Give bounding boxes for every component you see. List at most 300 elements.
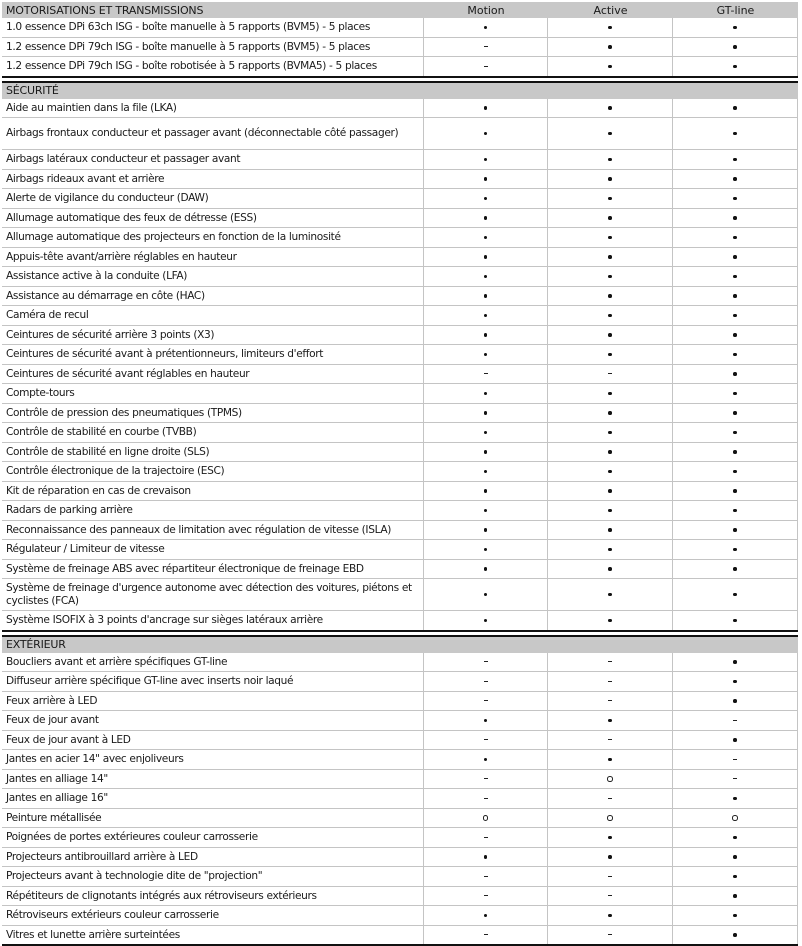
- availability-cell: [424, 731, 548, 750]
- standard-dot-icon: [733, 738, 737, 742]
- standard-dot-icon: [608, 132, 612, 136]
- feature-label: Airbags frontaux conducteur et passager avant (déconnectable côté passager): [2, 118, 424, 149]
- feature-label: Ceintures de sécurité avant à prétentionneurs, limiteurs d'effort: [2, 345, 424, 364]
- availability-cell: [673, 828, 798, 847]
- standard-dot-icon: [484, 411, 488, 415]
- table-row: [2, 692, 798, 712]
- availability-cell: [424, 692, 548, 711]
- availability-cell: [673, 57, 798, 76]
- availability-cell: [424, 118, 548, 149]
- standard-dot-icon: [484, 509, 488, 513]
- not-available-dash-icon: [484, 739, 488, 740]
- feature-label: Peinture métallisée: [2, 809, 424, 828]
- not-available-dash-icon: [484, 876, 488, 877]
- table-row: [2, 209, 798, 229]
- feature-label: 1.2 essence DPi 79ch ISG - boîte manuelle à 5 rapports (BVM5) - 5 places: [2, 38, 424, 57]
- standard-dot-icon: [484, 548, 488, 552]
- standard-dot-icon: [733, 275, 737, 279]
- availability-cell: [424, 672, 548, 691]
- not-available-dash-icon: [484, 46, 488, 47]
- feature-label: Feux de jour avant: [2, 711, 424, 730]
- feature-label: Poignées de portes extérieures couleur carrosserie: [2, 828, 424, 847]
- standard-dot-icon: [608, 65, 612, 69]
- feature-label: Allumage automatique des projecteurs en fonction de la luminosité: [2, 228, 424, 247]
- availability-cell: [548, 170, 673, 189]
- feature-label: Boucliers avant et arrière spécifiques GT-line: [2, 653, 424, 672]
- standard-dot-icon: [608, 619, 612, 623]
- standard-dot-icon: [733, 45, 737, 49]
- feature-label: Jantes en alliage 14": [2, 770, 424, 789]
- availability-cell: [673, 326, 798, 345]
- feature-label: Allumage automatique des feux de détresse (ESS): [2, 209, 424, 228]
- availability-cell: [548, 653, 673, 672]
- availability-cell: [548, 770, 673, 789]
- standard-dot-icon: [608, 914, 612, 918]
- availability-cell: [548, 867, 673, 886]
- availability-cell: [673, 150, 798, 169]
- table-row: [2, 867, 798, 887]
- standard-dot-icon: [484, 719, 488, 723]
- availability-cell: [548, 267, 673, 286]
- feature-label: 1.2 essence DPi 79ch ISG - boîte robotisée à 5 rapports (BVMA5) - 5 places: [2, 57, 424, 76]
- standard-dot-icon: [733, 255, 737, 259]
- not-available-dash-icon: [484, 798, 488, 799]
- availability-cell: [424, 711, 548, 730]
- availability-cell: [548, 443, 673, 462]
- section-divider: [2, 76, 798, 83]
- availability-cell: [424, 828, 548, 847]
- availability-cell: [424, 926, 548, 945]
- table-row: [2, 38, 798, 58]
- availability-cell: [548, 118, 673, 149]
- standard-dot-icon: [608, 275, 612, 279]
- availability-cell: [673, 540, 798, 559]
- standard-dot-icon: [733, 411, 737, 415]
- standard-dot-icon: [608, 431, 612, 435]
- table-row: [2, 170, 798, 190]
- standard-dot-icon: [733, 431, 737, 435]
- feature-label: Contrôle de stabilité en courbe (TVBB): [2, 423, 424, 442]
- table-row: [2, 848, 798, 868]
- standard-dot-icon: [733, 567, 737, 571]
- standard-dot-icon: [608, 719, 612, 723]
- availability-cell: [673, 672, 798, 691]
- not-available-dash-icon: [608, 876, 612, 877]
- table-row: [2, 482, 798, 502]
- table-row: [2, 404, 798, 424]
- feature-label: Assistance active à la conduite (LFA): [2, 267, 424, 286]
- availability-cell: [424, 404, 548, 423]
- availability-cell: [673, 848, 798, 867]
- table-row: [2, 384, 798, 404]
- standard-dot-icon: [733, 933, 737, 937]
- availability-cell: [673, 560, 798, 579]
- standard-dot-icon: [608, 758, 612, 762]
- availability-cell: [424, 521, 548, 540]
- standard-dot-icon: [484, 294, 488, 298]
- availability-cell: [548, 404, 673, 423]
- availability-cell: [424, 443, 548, 462]
- availability-cell: [424, 579, 548, 610]
- availability-cell: [673, 789, 798, 808]
- table-row: [2, 345, 798, 365]
- not-available-dash-icon: [484, 661, 488, 662]
- availability-cell: [548, 579, 673, 610]
- standard-dot-icon: [733, 660, 737, 664]
- availability-cell: [673, 501, 798, 520]
- availability-cell: [424, 653, 548, 672]
- feature-label: Airbags latéraux conducteur et passager avant: [2, 150, 424, 169]
- feature-label: Système de freinage ABS avec répartiteur électronique de freinage EBD: [2, 560, 424, 579]
- table-row: [2, 809, 798, 829]
- availability-cell: [673, 287, 798, 306]
- availability-cell: [424, 789, 548, 808]
- availability-cell: [424, 365, 548, 384]
- optional-circle-icon: [483, 815, 489, 821]
- availability-cell: [548, 482, 673, 501]
- standard-dot-icon: [733, 875, 737, 879]
- section-header: [2, 637, 798, 653]
- availability-cell: [673, 345, 798, 364]
- table-row: [2, 18, 798, 38]
- availability-cell: [548, 384, 673, 403]
- standard-dot-icon: [733, 548, 737, 552]
- standard-dot-icon: [608, 392, 612, 396]
- standard-dot-icon: [608, 353, 612, 357]
- availability-cell: [548, 809, 673, 828]
- table-row: [2, 887, 798, 907]
- availability-cell: [673, 170, 798, 189]
- feature-label: Aide au maintien dans la file (LKA): [2, 99, 424, 118]
- table-row: [2, 326, 798, 346]
- feature-label: Projecteurs avant à technologie dite de "projection": [2, 867, 424, 886]
- standard-dot-icon: [733, 353, 737, 357]
- standard-dot-icon: [608, 333, 612, 337]
- standard-dot-icon: [608, 470, 612, 474]
- table-section: [2, 2, 798, 76]
- availability-cell: [424, 887, 548, 906]
- standard-dot-icon: [733, 855, 737, 859]
- feature-label: Contrôle de stabilité en ligne droite (SLS): [2, 443, 424, 462]
- availability-cell: [673, 38, 798, 57]
- section-title: EXTÉRIEUR: [6, 638, 66, 651]
- availability-cell: [548, 731, 673, 750]
- table-row: [2, 99, 798, 119]
- availability-cell: [548, 828, 673, 847]
- not-available-dash-icon: [733, 720, 737, 721]
- availability-cell: [424, 867, 548, 886]
- availability-cell: [424, 345, 548, 364]
- standard-dot-icon: [733, 372, 737, 376]
- table-row: [2, 267, 798, 287]
- availability-cell: [673, 653, 798, 672]
- standard-dot-icon: [484, 177, 488, 181]
- table-row: [2, 750, 798, 770]
- not-available-dash-icon: [484, 66, 488, 67]
- standard-dot-icon: [484, 255, 488, 259]
- table-section: [2, 637, 798, 945]
- availability-cell: [424, 306, 548, 325]
- standard-dot-icon: [733, 836, 737, 840]
- table-row: [2, 306, 798, 326]
- availability-cell: [548, 560, 673, 579]
- standard-dot-icon: [608, 836, 612, 840]
- availability-cell: [673, 443, 798, 462]
- standard-dot-icon: [608, 411, 612, 415]
- availability-cell: [548, 887, 673, 906]
- table-row: [2, 521, 798, 541]
- availability-cell: [673, 867, 798, 886]
- table-row: [2, 57, 798, 76]
- availability-cell: [424, 482, 548, 501]
- standard-dot-icon: [608, 489, 612, 493]
- not-available-dash-icon: [484, 700, 488, 701]
- availability-cell: [673, 809, 798, 828]
- optional-circle-icon: [607, 776, 613, 782]
- availability-cell: [548, 540, 673, 559]
- feature-label: Assistance au démarrage en côte (HAC): [2, 287, 424, 306]
- availability-cell: [673, 118, 798, 149]
- standard-dot-icon: [608, 855, 612, 859]
- feature-label: Airbags rideaux avant et arrière: [2, 170, 424, 189]
- standard-dot-icon: [733, 236, 737, 240]
- availability-cell: [673, 18, 798, 37]
- standard-dot-icon: [733, 699, 737, 703]
- feature-label: Contrôle électronique de la trajectoire (ESC): [2, 462, 424, 481]
- not-available-dash-icon: [484, 373, 488, 374]
- table-row: [2, 189, 798, 209]
- feature-label: Kit de réparation en cas de crevaison: [2, 482, 424, 501]
- table-row: [2, 672, 798, 692]
- standard-dot-icon: [608, 567, 612, 571]
- feature-label: Projecteurs antibrouillard arrière à LED: [2, 848, 424, 867]
- availability-cell: [673, 887, 798, 906]
- table-row: [2, 540, 798, 560]
- standard-dot-icon: [733, 680, 737, 684]
- availability-cell: [548, 287, 673, 306]
- standard-dot-icon: [484, 758, 488, 762]
- standard-dot-icon: [733, 177, 737, 181]
- not-available-dash-icon: [484, 895, 488, 896]
- availability-cell: [673, 189, 798, 208]
- not-available-dash-icon: [484, 934, 488, 935]
- availability-cell: [673, 423, 798, 442]
- availability-cell: [424, 57, 548, 76]
- availability-cell: [548, 848, 673, 867]
- availability-cell: [424, 809, 548, 828]
- standard-dot-icon: [608, 197, 612, 201]
- not-available-dash-icon: [484, 837, 488, 838]
- availability-cell: [548, 750, 673, 769]
- availability-cell: [424, 384, 548, 403]
- standard-dot-icon: [733, 470, 737, 474]
- standard-dot-icon: [733, 132, 737, 136]
- standard-dot-icon: [484, 314, 488, 318]
- availability-cell: [424, 611, 548, 630]
- availability-cell: [548, 672, 673, 691]
- availability-cell: [673, 228, 798, 247]
- table-row: [2, 228, 798, 248]
- feature-label: Ceintures de sécurité arrière 3 points (X3): [2, 326, 424, 345]
- availability-cell: [424, 560, 548, 579]
- availability-cell: [548, 611, 673, 630]
- availability-cell: [548, 711, 673, 730]
- standard-dot-icon: [733, 26, 737, 30]
- standard-dot-icon: [608, 593, 612, 597]
- not-available-dash-icon: [608, 895, 612, 896]
- table-row: [2, 423, 798, 443]
- feature-label: Caméra de recul: [2, 306, 424, 325]
- standard-dot-icon: [733, 392, 737, 396]
- availability-cell: [548, 462, 673, 481]
- section-divider: [2, 630, 798, 637]
- standard-dot-icon: [733, 197, 737, 201]
- standard-dot-icon: [733, 894, 737, 898]
- standard-dot-icon: [484, 392, 488, 396]
- standard-dot-icon: [484, 619, 488, 623]
- standard-dot-icon: [733, 106, 737, 110]
- column-header: Motion: [467, 3, 505, 17]
- standard-dot-icon: [733, 528, 737, 532]
- availability-cell: [673, 711, 798, 730]
- not-available-dash-icon: [608, 739, 612, 740]
- standard-dot-icon: [484, 593, 488, 597]
- availability-cell: [424, 189, 548, 208]
- table-section: [2, 83, 798, 630]
- availability-cell: [548, 423, 673, 442]
- table-row: [2, 711, 798, 731]
- standard-dot-icon: [733, 314, 737, 318]
- standard-dot-icon: [484, 567, 488, 571]
- section-header: [2, 2, 798, 18]
- table-row: [2, 118, 798, 150]
- table-row: [2, 248, 798, 268]
- standard-dot-icon: [733, 158, 737, 162]
- standard-dot-icon: [484, 132, 488, 136]
- standard-dot-icon: [608, 158, 612, 162]
- not-available-dash-icon: [608, 700, 612, 701]
- availability-cell: [424, 150, 548, 169]
- standard-dot-icon: [733, 294, 737, 298]
- standard-dot-icon: [484, 914, 488, 918]
- table-row: [2, 287, 798, 307]
- availability-cell: [424, 423, 548, 442]
- table-row: [2, 611, 798, 630]
- availability-cell: [548, 209, 673, 228]
- standard-dot-icon: [484, 431, 488, 435]
- standard-dot-icon: [484, 855, 488, 859]
- availability-cell: [673, 731, 798, 750]
- standard-dot-icon: [733, 797, 737, 801]
- table-row: [2, 560, 798, 580]
- availability-cell: [424, 248, 548, 267]
- standard-dot-icon: [484, 106, 488, 110]
- availability-cell: [673, 611, 798, 630]
- not-available-dash-icon: [484, 681, 488, 682]
- standard-dot-icon: [484, 489, 488, 493]
- standard-dot-icon: [608, 450, 612, 454]
- not-available-dash-icon: [608, 373, 612, 374]
- standard-dot-icon: [608, 106, 612, 110]
- standard-dot-icon: [484, 470, 488, 474]
- availability-cell: [424, 209, 548, 228]
- feature-label: Répétiteurs de clignotants intégrés aux rétroviseurs extérieurs: [2, 887, 424, 906]
- table-row: [2, 828, 798, 848]
- standard-dot-icon: [484, 528, 488, 532]
- availability-cell: [673, 521, 798, 540]
- availability-cell: [548, 228, 673, 247]
- feature-label: Appuis-tête avant/arrière réglables en hauteur: [2, 248, 424, 267]
- section-title: MOTORISATIONS ET TRANSMISSIONS: [6, 3, 204, 17]
- availability-cell: [673, 209, 798, 228]
- feature-label: Contrôle de pression des pneumatiques (TPMS): [2, 404, 424, 423]
- availability-cell: [548, 692, 673, 711]
- standard-dot-icon: [608, 255, 612, 259]
- table-row: [2, 926, 798, 945]
- standard-dot-icon: [484, 450, 488, 454]
- availability-cell: [424, 462, 548, 481]
- availability-cell: [548, 345, 673, 364]
- feature-label: Vitres et lunette arrière surteintées: [2, 926, 424, 945]
- not-available-dash-icon: [608, 934, 612, 935]
- feature-label: Rétroviseurs extérieurs couleur carrosserie: [2, 906, 424, 925]
- availability-cell: [548, 248, 673, 267]
- table-row: [2, 789, 798, 809]
- standard-dot-icon: [608, 294, 612, 298]
- standard-dot-icon: [733, 619, 737, 623]
- feature-label: Radars de parking arrière: [2, 501, 424, 520]
- availability-cell: [673, 404, 798, 423]
- standard-dot-icon: [484, 353, 488, 357]
- availability-cell: [424, 267, 548, 286]
- table-row: [2, 653, 798, 673]
- feature-label: Reconnaissance des panneaux de limitation avec régulation de vitesse (ISLA): [2, 521, 424, 540]
- availability-cell: [673, 384, 798, 403]
- not-available-dash-icon: [608, 798, 612, 799]
- availability-cell: [673, 365, 798, 384]
- section-title: SÉCURITÉ: [6, 84, 59, 97]
- availability-cell: [424, 99, 548, 118]
- availability-cell: [548, 189, 673, 208]
- availability-cell: [548, 150, 673, 169]
- table-row: [2, 770, 798, 790]
- availability-cell: [548, 99, 673, 118]
- availability-cell: [424, 326, 548, 345]
- availability-cell: [673, 750, 798, 769]
- standard-dot-icon: [733, 593, 737, 597]
- standard-dot-icon: [608, 177, 612, 181]
- feature-label: Diffuseur arrière spécifique GT-line avec inserts noir laqué: [2, 672, 424, 691]
- availability-cell: [673, 248, 798, 267]
- standard-dot-icon: [484, 26, 488, 30]
- not-available-dash-icon: [484, 778, 488, 779]
- not-available-dash-icon: [733, 778, 737, 779]
- feature-label: Feux arrière à LED: [2, 692, 424, 711]
- not-available-dash-icon: [733, 759, 737, 760]
- standard-dot-icon: [608, 509, 612, 513]
- standard-dot-icon: [733, 333, 737, 337]
- availability-cell: [424, 18, 548, 37]
- availability-cell: [424, 228, 548, 247]
- feature-label: Compte-tours: [2, 384, 424, 403]
- standard-dot-icon: [484, 236, 488, 240]
- feature-label: Système ISOFIX à 3 points d'ancrage sur sièges latéraux arrière: [2, 611, 424, 630]
- feature-label: Régulateur / Limiteur de vitesse: [2, 540, 424, 559]
- feature-label: Feux de jour avant à LED: [2, 731, 424, 750]
- availability-cell: [424, 287, 548, 306]
- feature-label: Ceintures de sécurité avant réglables en hauteur: [2, 365, 424, 384]
- availability-cell: [673, 579, 798, 610]
